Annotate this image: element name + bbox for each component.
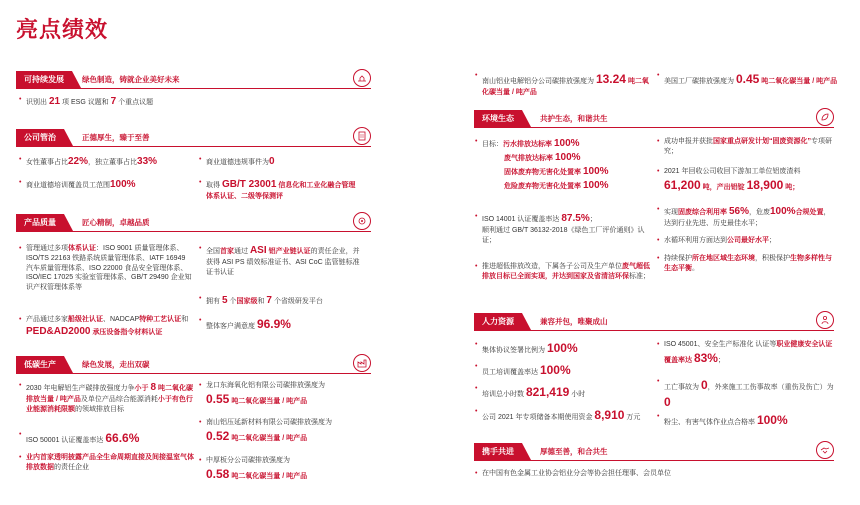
- lowcarbon-item: • ISO 50001 认证覆盖率达 66.6%: [26, 430, 139, 447]
- hr-item: • 公司 2021 年专项储备本期使用资金 8,910 万元: [482, 407, 640, 424]
- hr-item: • 培训总小时数 821,419 小时: [482, 384, 585, 401]
- quality-item: • 管理通过多项体系认证：ISO 9001 质量管理体系、ISO/TS 22163 铁路系统质量管理体系、IATF 16949 汽车质量管理体系、ISO 22000 食品安全管理体系、ISO/IEC 17025 实验室管理体系、GB/T 29490 企业知识产权管理体系等: [26, 244, 194, 293]
- section-slogan: 正德厚生，臻于至善: [82, 133, 150, 142]
- section-slogan: 兼容并包，唯聚成山: [540, 317, 608, 326]
- eco-item: • 推进超低排放改造，下属各子公司及生产单位废气超低排放目标已全面实现，并达到国家及省清洁环保标准；: [482, 262, 652, 282]
- network-icon: [353, 212, 371, 230]
- hr-item: • 工亡事故为 0，外来施工工伤事故率（重伤及伤亡）为 0: [664, 377, 834, 411]
- hr-item: • 集体协议签署比例为 100%: [482, 340, 578, 357]
- lowcarbon-item: • 龙口东海氧化铝有限公司碳排放强度为 0.55 吨二氧化碳当量 / 吨产品: [206, 381, 366, 408]
- governance-item: • 商业道德违规事件为0: [206, 155, 275, 169]
- hr-item: • 粉尘、有害气体作业点合格率 100%: [664, 412, 834, 429]
- section-slogan: 绿色发展，走出双碳: [82, 360, 150, 369]
- eco-item: • 实现固废综合利用率 56%，危废100%合规处置，达到行业先进、历史最佳水平；: [664, 205, 834, 229]
- document-icon: [353, 127, 371, 145]
- handshake-icon: [816, 441, 834, 459]
- top-item: • 美国工厂碳排放强度为 0.45 吨二氧化碳当量 / 吨产品: [664, 71, 839, 88]
- eco-item: • ISO 14001 认证覆盖率达 87.5%； 顺利通过 GB/T 36132-2018《绿色工厂评价通则》认证；: [482, 212, 652, 246]
- lowcarbon-item: • 业内首家透明披露产品全生命周期直接及间接温室气体排放数据的责任企业: [26, 453, 194, 473]
- section-slogan: 匠心精制，卓越品质: [82, 218, 150, 227]
- lowcarbon-item: • 2030 年电解铝生产碳排放强度力争小于 8 吨二氧化碳排放当量 / 吨产品及单位产品综合能源消耗小于有色行业能源消耗限额的领域排放目标: [26, 381, 194, 415]
- quality-item: • 拥有 5 个国家级和 7 个省级研发平台: [206, 294, 323, 308]
- section-eco: [474, 110, 834, 128]
- top-item: • 南山铝业电解铝分公司碳排放强度为 13.24 吨二氧化碳当量 / 吨产品: [482, 71, 652, 98]
- hr-item: • ISO 45001、安全生产标准化 认证等职业健康安全认证覆盖率达 83%；: [664, 340, 834, 367]
- section-tab: 携手共进: [474, 443, 522, 460]
- section-tab: 公司管治: [16, 129, 64, 146]
- section-partners: [474, 443, 834, 461]
- governance-item: • 女性董事占比22%，独立董事占比33%: [26, 155, 157, 169]
- section-lowcarbon: [16, 356, 371, 374]
- hr-item: • 员工培训覆盖率达 100%: [482, 362, 571, 379]
- factory-icon: [353, 354, 371, 372]
- leaf-icon: [816, 108, 834, 126]
- section-slogan: 厚德至善，和合共生: [540, 447, 608, 456]
- leaf-hand-icon: [353, 69, 371, 87]
- section-hr: [474, 313, 834, 331]
- section-quality: [16, 214, 371, 232]
- section-sustainable: [16, 71, 371, 89]
- section-tab: 低碳生产: [16, 356, 64, 373]
- section-tab: 产品质量: [16, 214, 64, 231]
- section-tab: 可持续发展: [16, 71, 72, 88]
- eco-item: • 2021 年回收公司收回下游加工单位铝废渣料 61,200 吨，产出铝锭 18,900 吨；: [664, 167, 834, 194]
- eco-item: • 持续保护所在地区域生态环境，积极保护生物多样性与生态平衡。: [664, 254, 834, 274]
- governance-item: • 取得 GB/T 23001 信息化和工业化融合管理体系认证、二级等保测评: [206, 178, 356, 202]
- sustainable-item: • 识别出 21 项 ESG 议题和 7 个重点议题: [26, 95, 153, 109]
- eco-item: • 成功申报并获批国家重点研发计划“固废资源化”专项研究；: [664, 137, 834, 157]
- partners-item: • 在中国有色金属工业协会铝业分会等协会担任理事、会员单位: [482, 469, 671, 479]
- quality-item: • 产品通过多家船级社认证、NADCAP特种工艺认证和 PED&AD2000 承压设备指令材料认证: [26, 315, 194, 339]
- quality-item: • 整体客户满意度 96.9%: [206, 316, 291, 333]
- section-slogan: 绿色制造，铸就企业美好未来: [82, 75, 180, 84]
- governance-item: • 商业道德培训覆盖员工范围100%: [26, 178, 136, 192]
- page-title: 亮点绩效: [16, 18, 109, 43]
- lowcarbon-item: • 南山铝压延新材料有限公司碳排放强度为 0.52 吨二氧化碳当量 / 吨产品: [206, 418, 366, 445]
- quality-item: • 全国首家通过 ASI 铝产业链认证的责任企业，并获得 ASI PS 绩效标准证书、ASI CoC 监管链标准证书认证: [206, 244, 366, 278]
- section-slogan: 共护生态，和谐共生: [540, 114, 608, 123]
- section-tab: 人力资源: [474, 313, 522, 330]
- people-icon: [816, 311, 834, 329]
- section-tab: 环境生态: [474, 110, 522, 127]
- lowcarbon-item: • 中厚板分公司碳排放强度为 0.58 吨二氧化碳当量 / 吨产品: [206, 456, 366, 483]
- eco-item: • 目标：污水排放达标率 100% 废气排放达标率 100% 固体废弃物无害化处置率 100% 危险废弃物无害化处置率 100%: [482, 137, 652, 193]
- eco-item: • 水循环利用方面达到公司最好水平；: [664, 236, 834, 246]
- section-governance: [16, 129, 371, 147]
